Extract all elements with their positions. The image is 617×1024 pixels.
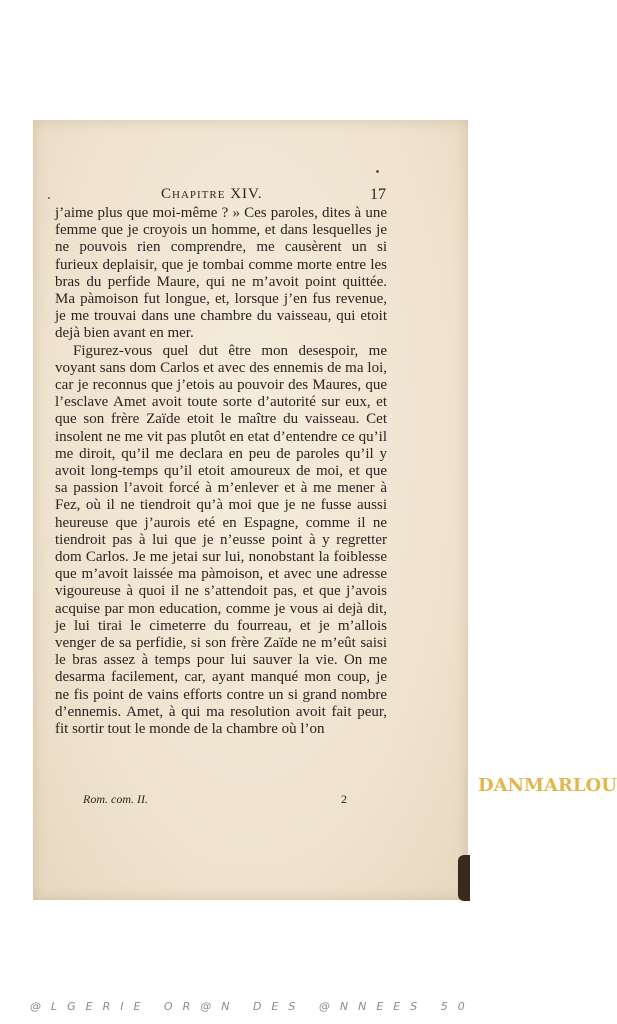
paper-fleck	[48, 197, 50, 199]
paragraph-continued: j’aime plus que moi-même ? » Ces paroles, dites à une femme que je croyois un homme, et dans lesquelles je ne pouvois rien comprendre, me causèrent un si furieux deplaisir, que je tombai comme morte entre les bras du perfide Maure, qui ne m’avoit point quittée. Ma pàmoison fut longue, et, lorsque j’en fus revenue, je me trouvai dans une chambre du vaisseau, qui etoit dejà bien avant en mer.	[55, 205, 387, 342]
paragraph: Figurez-vous quel dut être mon desespoir, me voyant sans dom Carlos et avec des ennemis de ma loi, car je reconnus que j’etois au pouvoir des Maures, que l’esclave Amet avoit toute sorte d’autorité sur eux, et que son frère Zaïde etoit le maître du vaisseau. Cet insolent ne me vit pas plutôt en etat d’entendre ce qu’il me diroit, qu’il me declara en peu de paroles qu’il y avoit long-temps qu’il etoit amoureux de moi, et que sa passion l’avoit forcé à m’enlever et à me mener à Fez, où il ne tiendroit qu’à moi que je ne fusse aussi heureuse que j’aurois eté en Espagne, comme il ne tiendroit pas à lui que je n’eusse point à y regretter dom Carlos. Je me jetai sur lui, nonobstant la foiblesse que m’avoit laissée ma pàmoison, et avec une adresse vigoureuse à quoi il ne s’attendoit pas, et que j’avois acquise par mon education, comme je vous ai dejà dit, je lui tirai le cimeterre du fourreau, et je m’allois venger de sa perfidie, si son frère Zaïde ne m’eût saisi le bras assez à temps pour lui sauver la vie. On me desarma facilement, car, ayant manqué mon coup, je ne fis point de vains efforts contre un si grand nombre d’ennemis. Amet, à qui ma resolution avoit fait peur, fit sortir tout le monde de la chambre où l’on	[55, 342, 387, 738]
page-footer	[83, 792, 383, 810]
signature-mark: 2	[341, 792, 347, 806]
book-page	[33, 120, 468, 900]
body-text	[55, 205, 387, 738]
running-head	[33, 186, 468, 206]
paper-fleck	[376, 170, 379, 173]
edge-stain	[458, 855, 470, 901]
signature-line: Rom. com. II.	[83, 792, 148, 806]
watermark-vertical: DANMARLOU	[478, 775, 617, 796]
page-number: 17	[370, 186, 386, 203]
watermark-bottom: @LGERIE OR@N DES @NNEES 50	[30, 1000, 475, 1013]
chapter-title: Chapitre XIV.	[161, 186, 263, 202]
